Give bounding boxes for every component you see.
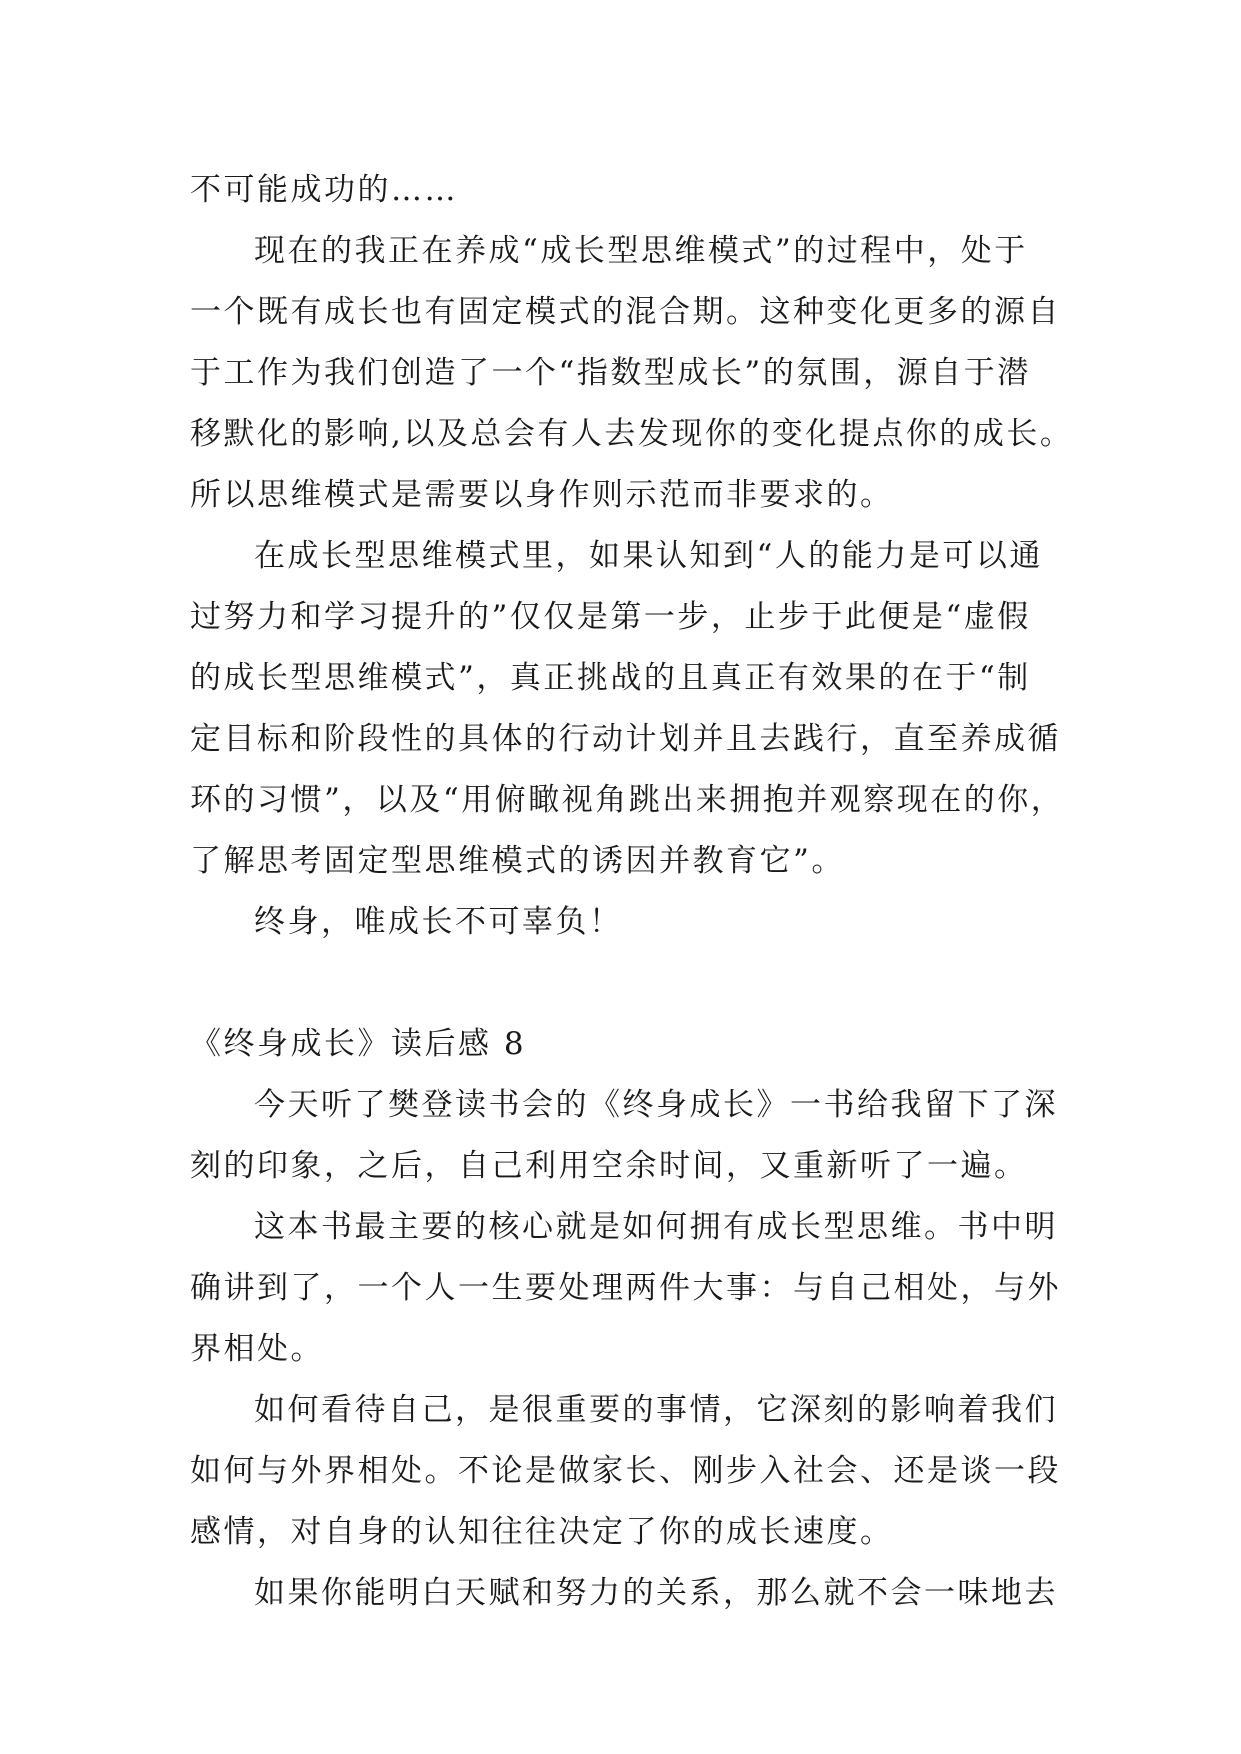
text-line: 刻的印象，之后，自己利用空余时间，又重新听了一遍。 xyxy=(190,1148,1028,1184)
text-line: 如何与外界相处。不论是做家长、刚步入社会、还是谈一段 xyxy=(190,1453,1061,1489)
text-line: 于工作为我们创造了一个“指数型成长”的氛围，源自于潜 xyxy=(190,355,1031,391)
text-line: 界相处。 xyxy=(190,1331,324,1367)
text-line: 所以思维模式是需要以身作则示范而非要求的。 xyxy=(190,477,894,513)
paragraph-start-line: 现在的我正在养成“成长型思维模式”的过程中，处于 xyxy=(254,233,1028,269)
paragraph-start-line: 在成长型思维模式里，如果认知到“人的能力是可以通 xyxy=(254,538,1043,574)
text-line: 不可能成功的…… xyxy=(190,172,458,208)
document-page xyxy=(190,160,1074,1624)
text-line: 的成长型思维模式”，真正挑战的且真正有效果的在于“制 xyxy=(190,660,1031,696)
paragraph-start-line: 如果你能明白天赋和努力的关系，那么就不会一味地去 xyxy=(254,1575,1058,1611)
text-line: 确讲到了，一个人一生要处理两件大事：与自己相处，与外 xyxy=(190,1270,1061,1306)
section-gap xyxy=(190,953,1060,1014)
paragraph-start-line: 如何看待自己，是很重要的事情，它深刻的影响着我们 xyxy=(254,1392,1058,1428)
text-line: 定目标和阶段性的具体的行动计划并且去践行，直至养成循 xyxy=(190,721,1061,757)
paragraph-start-line: 今天听了樊登读书会的《终身成长》一书给我留下了深 xyxy=(254,1087,1058,1123)
paragraph-start-line: 终身，唯成长不可辜负！ xyxy=(254,904,623,940)
text-line: 了解思考固定型思维模式的诱因并教育它”。 xyxy=(190,843,845,879)
text-line: 一个既有成长也有固定模式的混合期。这种变化更多的源自 xyxy=(190,294,1061,330)
text-line: 移默化的影响,以及总会有人去发现你的变化提点你的成长。 xyxy=(190,416,1074,452)
section-title: 《终身成长》读后感 8 xyxy=(190,1026,527,1062)
text-line: 感情，对自身的认知往往决定了你的成长速度。 xyxy=(190,1514,894,1550)
paragraph-start-line: 这本书最主要的核心就是如何拥有成长型思维。书中明 xyxy=(254,1209,1058,1245)
text-line: 过努力和学习提升的”仅仅是第一步，止步于此便是“虚假 xyxy=(190,599,1031,635)
text-line: 环的习惯”，以及“用俯瞰视角跳出来拥抱并观察现在的你， xyxy=(190,782,1065,818)
